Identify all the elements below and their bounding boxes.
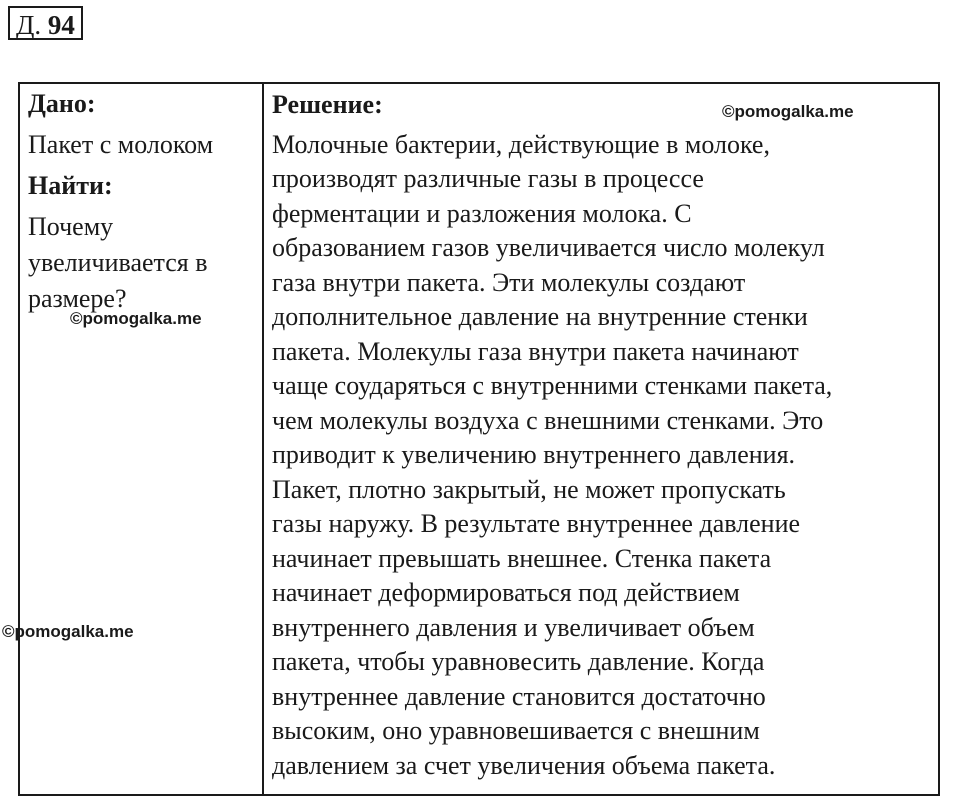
find-text	[28, 209, 260, 317]
watermark: ©pomogalka.me	[70, 309, 202, 328]
solution-line: газа внутри пакета. Эти молекулы создают	[272, 267, 746, 297]
solution-line: внутреннее давление становится достаточно	[272, 681, 766, 711]
solution-line: давлением за счет увеличения объема пакета.	[272, 750, 776, 780]
solution-line: дополнительное давление на внутренние стенки	[272, 302, 808, 331]
column-divider	[262, 84, 264, 794]
solution-line: образованием газов увеличивается число молекул	[272, 233, 825, 262]
solution-line: производят различные газы в процессе	[272, 164, 704, 193]
find-heading: Найти:	[28, 171, 113, 200]
problem-number	[8, 6, 83, 40]
solution-line: ферментации и разложения молока. С	[272, 198, 692, 228]
given-heading: Дано:	[28, 89, 96, 118]
solution-table	[18, 82, 940, 796]
problem-number-value: 94	[47, 10, 75, 40]
solution-line: приводит к увеличению внутреннего давления.	[272, 440, 796, 469]
watermark: ©pomogalka.me	[722, 102, 854, 121]
solution-line: высоким, оно уравновешивается с внешним	[272, 716, 760, 745]
solution-line: пакета. Молекулы газа внутри пакета начинают	[272, 336, 799, 366]
solution-column	[272, 88, 936, 783]
find-line: размере?	[28, 284, 127, 313]
solution-line: пакета, чтобы уравновесить давление. Когда	[272, 647, 765, 676]
solution-line: газы наружу. В результате внутреннее давление	[272, 509, 801, 538]
find-line: Почему	[28, 212, 114, 241]
solution-text	[272, 128, 936, 784]
find-line: увеличивается в	[28, 248, 208, 277]
problem-prefix: Д.	[16, 10, 42, 40]
solution-line: чаще соударяться с внутренними стенками пакета,	[272, 371, 833, 400]
solution-line: чем молекулы воздуха с внешними стенками. Это	[272, 405, 824, 435]
given-column	[28, 88, 260, 317]
watermark: ©pomogalka.me	[2, 622, 134, 641]
solution-line: Пакет, плотно закрытый, не может пропускать	[272, 474, 786, 504]
solution-heading: Решение:	[272, 90, 383, 119]
solution-line: внутреннего давления и увеличивает объем	[272, 612, 755, 642]
solution-line: начинает деформироваться под действием	[272, 578, 740, 607]
solution-line: начинает превышать внешнее. Стенка пакета	[272, 543, 772, 573]
given-text: Пакет с молоком	[28, 130, 214, 159]
solution-line: Молочные бактерии, действующие в молоке,	[272, 129, 770, 159]
